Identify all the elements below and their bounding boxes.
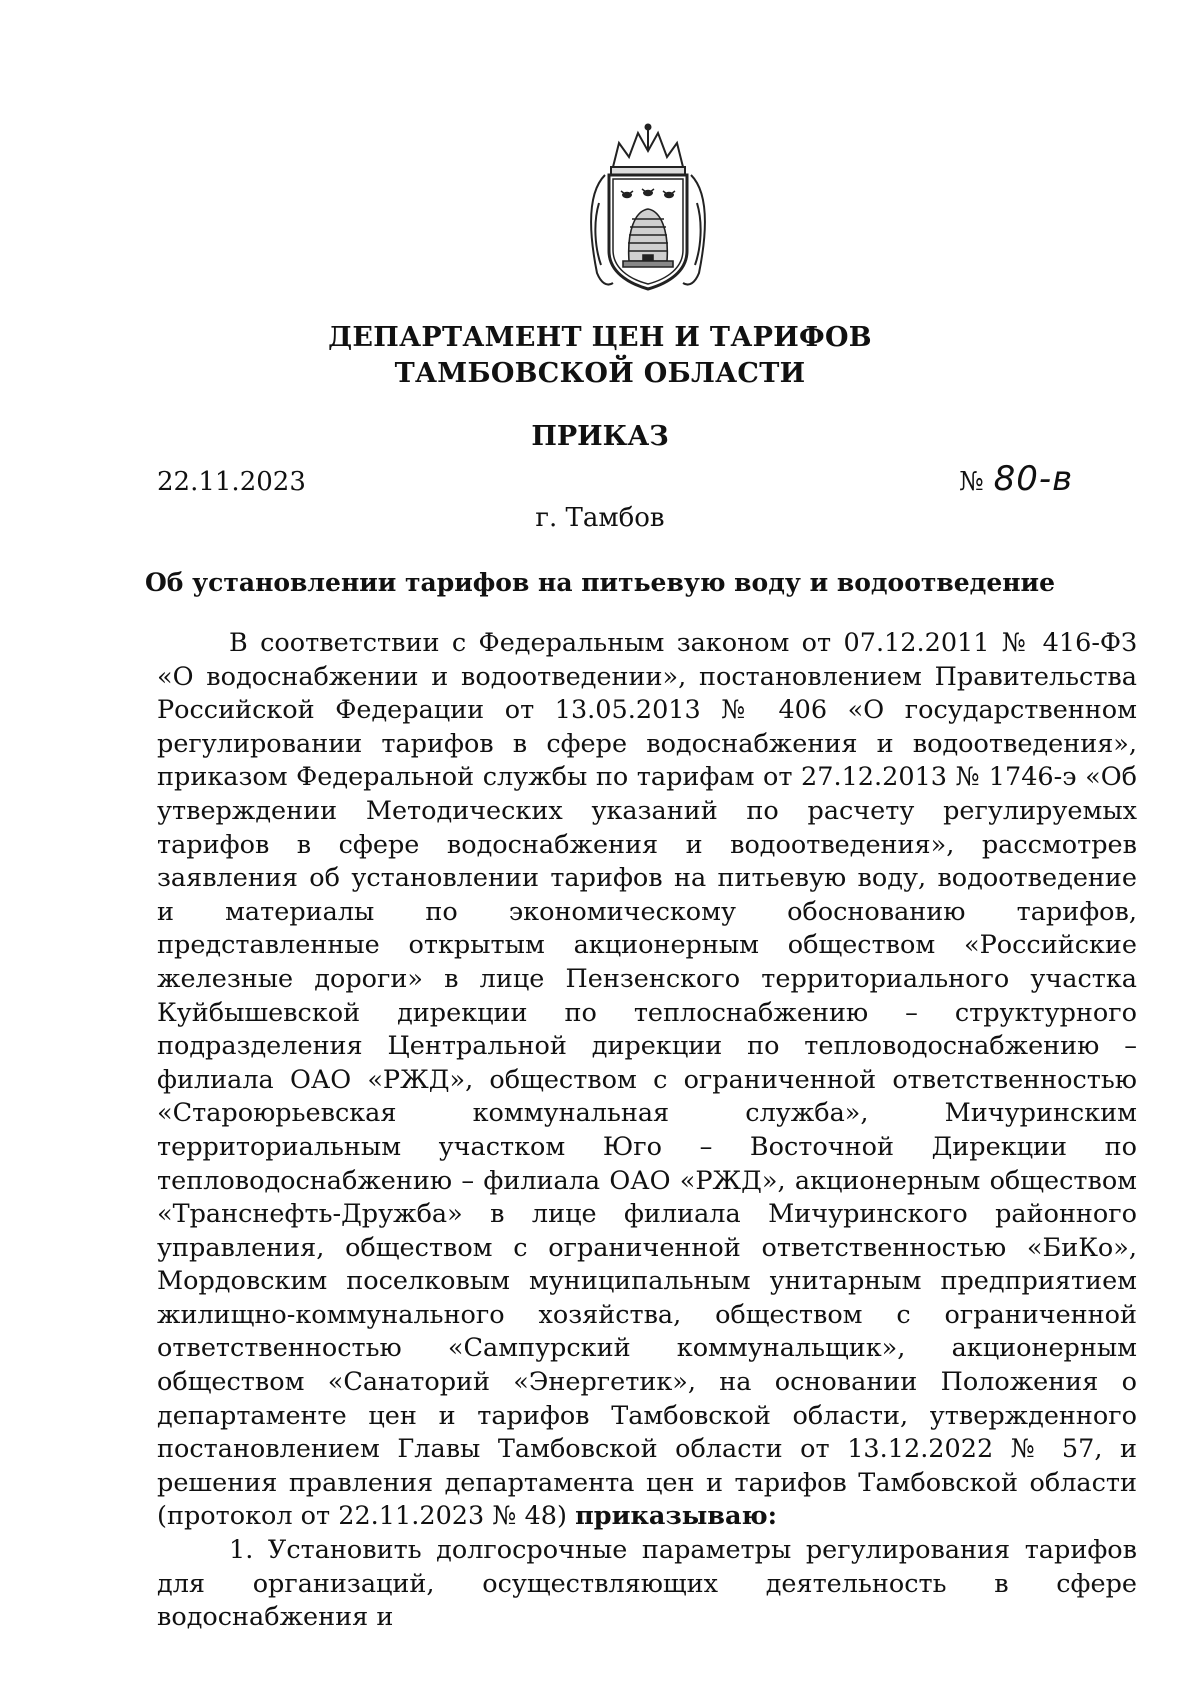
document-body [157, 627, 1137, 1635]
department-name-line2: ТАМБОВСКОЙ ОБЛАСТИ [394, 358, 806, 389]
department-name-line1: ДЕПАРТАМЕНТ ЦЕН И ТАРИФОВ [328, 322, 872, 353]
order-item-1: 1. Установить долгосрочные параметры регулирования тарифов для организаций, осуществляющих деятельность в сфере водоснабжения и [157, 1535, 1137, 1633]
document-subject: Об установлении тарифов на питьевую воду и водоотведение [145, 568, 1055, 597]
coat-of-arms-icon [583, 123, 713, 296]
number-value-handwritten: 80-в [993, 459, 1074, 499]
document-type: ПРИКАЗ [531, 421, 669, 452]
preamble-text: В соответствии с Федеральным законом от 07.12.2011 № 416-ФЗ «О водоснабжении и водоотведении», постановлением Правительства Российской Федерации от 13.05.2013 № 406 «О государственном регулировании тарифов в сфере водоснабжения и водоотведения», приказом Федеральной службы по тарифам от 27.12.2013 № 1746-э «Об утверждении Методических указаний по расчету регулируемых тарифов в сфере водоснабжения и водоотведения», рассмотрев заявления об установлении тарифов на питьевую воду, водоотведение и материалы по экономическому обоснованию тарифов, представленные открытым акционерным обществом «Российские железные дороги» в лице Пензенского территориального участка Куйбышевской дирекции по теплоснабжению – структурного подразделения Центральной дирекции по тепловодоснабжению – филиала ОАО «РЖД», обществом с ограниченной ответственностью «Староюрьевская коммунальная служба», Мичуринским территориальным участком Юго – Восточной Дирекции по тепловодоснабжению – филиала ОАО «РЖД», акционерным обществом «Транснефть-Дружба» в лице филиала Мичуринского районного управления, обществом с ограниченной ответственностью «БиКо», Мордовским поселковым муниципальным унитарным предприятием жилищно-коммунального хозяйства, обществом с ограниченной ответственностью «Сампурский коммунальщик», акционерным обществом «Санаторий «Энергетик», на основании Положения о департаменте цен и тарифов Тамбовской области, утвержденного постановлением Главы Тамбовской области от 13.12.2022 № 57, и решения правления департамента цен и тарифов Тамбовской области (протокол от 22.11.2023 № 48) [157, 628, 1137, 1532]
department-name [0, 320, 1200, 392]
preamble-paragraph [157, 627, 1137, 1534]
document-number [959, 459, 1074, 499]
document-city: г. Тамбов [535, 503, 665, 533]
document-date: 22.11.2023 [157, 467, 306, 497]
number-label: № [959, 467, 984, 497]
order-word: приказываю: [575, 1501, 778, 1532]
